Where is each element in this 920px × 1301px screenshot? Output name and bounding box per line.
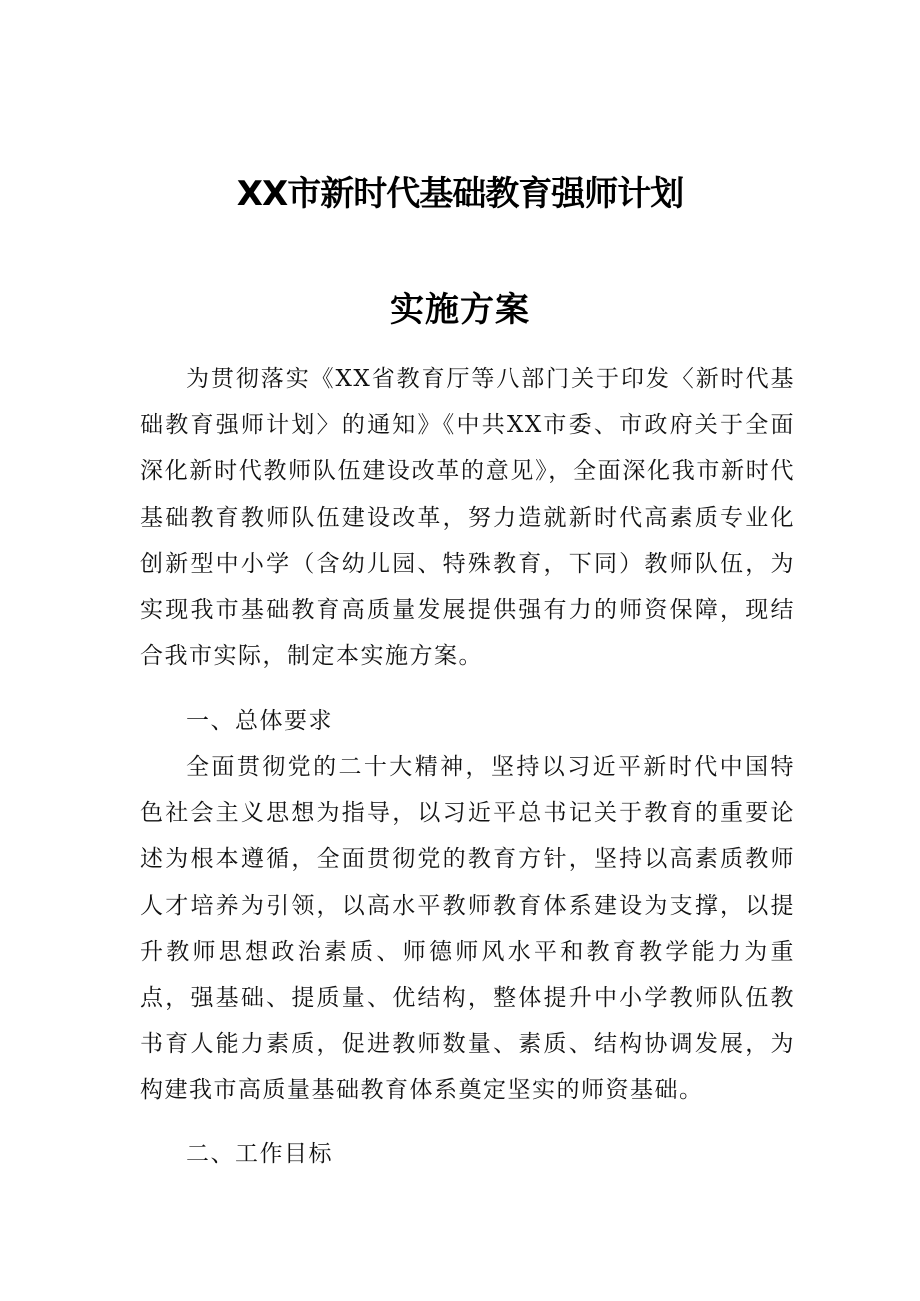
general-requirements-paragraph: 全面贯彻党的二十大精神，坚持以习近平新时代中国特色社会主义思想为指导，以习近平总书记关于教育的重要论述为根本遵循，全面贯彻党的教育方针，坚持以高素质教师人才培养为引领，以高水平教师教育体系建设为支撑，以提升教师思想政治素质、师德师风水平和教育教学能力为重点，强基础、提质量、优结构，整体提升中小学教师队伍教书育人能力素质，促进教师数量、素质、结构协调发展，为构建我市高质量基础教育体系奠定坚实的师资基础。 [140,754,795,1104]
document-title-line1: XX市新时代基础教育强师计划 [236,174,684,214]
section-heading-work-goals: 二、工作目标 [186,1141,333,1167]
intro-paragraph: 为贯彻落实《XX省教育厅等八部门关于印发〈新时代基础教育强师计划〉的通知》《中共XX市委、市政府关于全面深化新时代教师队伍建设改革的意见》，全面深化我市新时代基础教育教师队伍建设改革，努力造就新时代高素质专业化创新型中小学（含幼儿园、特殊教育，下同）教师队伍，为实现我市基础教育高质量发展提供强有力的师资保障，现结合我市实际，制定本实施方案。 [140,366,795,670]
section-heading-general-requirements: 一、总体要求 [186,708,333,734]
document-title-line2: 实施方案 [390,290,530,330]
